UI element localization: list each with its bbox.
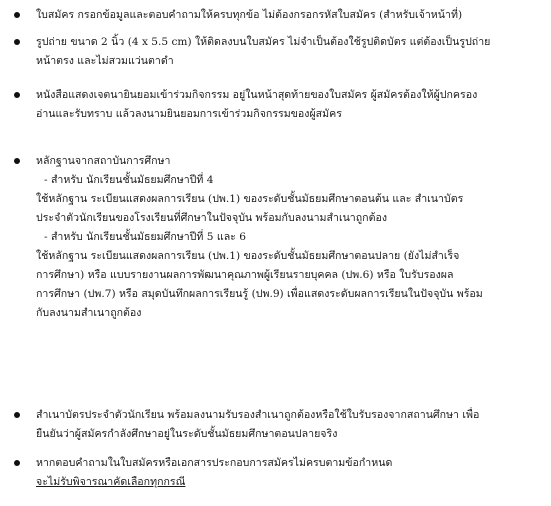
- sub-item-text: ใช้หลักฐาน ระเบียนแสดงผลการเรียน (ปพ.1) ของระดับชั้นมัธยมศึกษาตอนปลาย (ยังไม่สำเร็จ: [36, 250, 460, 262]
- bullet-icon: [14, 12, 20, 18]
- list-item-photo: [14, 33, 544, 71]
- warning-underlined-text: จะไม่รับพิจารณาคัดเลือกทุกกรณี: [36, 476, 186, 488]
- sub-item-label: - สำหรับ นักเรียนชั้นมัธยมศึกษาปีที่ 4: [44, 174, 214, 186]
- bullet-icon: [14, 158, 20, 164]
- sub-item-label: - สำหรับ นักเรียนชั้นมัธยมศึกษาปีที่ 5 และ 6: [44, 231, 246, 243]
- item-text: สำเนาบัตรประจำตัวนักเรียน พร้อมลงนามรับรองสำเนาถูกต้องหรือใช้ใบรับรองจากสถานศึกษา เพื่อ: [36, 409, 480, 421]
- bullet-icon: [14, 460, 20, 466]
- sub-item-text: ประจำตัวนักเรียนของโรงเรียนที่ศึกษาในปัจจุบัน พร้อมกับลงนามสำเนาถูกต้อง: [36, 212, 388, 224]
- item-text: ยืนยันว่าผู้สมัครกำลังศึกษาอยู่ในระดับชั้นมัธยมศึกษาตอนปลายจริง: [36, 428, 338, 440]
- item-text: หากตอบคำถามในใบสมัครหรือเอกสารประกอบการสมัครไม่ครบตามข้อกำหนด: [36, 457, 393, 469]
- item-text: หนังสือแสดงเจตนายินยอมเข้าร่วมกิจกรรม อยู่ในหน้าสุดท้ายของใบสมัคร ผู้สมัครต้องให้ผู้ปกครอง: [36, 89, 478, 101]
- bullet-icon: [14, 92, 20, 98]
- list-item-consent-letter: [14, 86, 544, 124]
- list-item-student-id-copy: [14, 406, 544, 444]
- item-text: รูปถ่าย ขนาด 2 นิ้ว (4 x 5.5 cm) ให้ติดลงบนใบสมัคร ไม่จำเป็นต้องใช้รูปติดบัตร แต่ต้องเป็นรูปถ่าย: [36, 36, 491, 48]
- item-heading: หลักฐานจากสถาบันการศึกษา: [36, 155, 171, 167]
- item-text: อ่านและรับทราบ แล้วลงนามยินยอมการเข้าร่วมกิจกรรมของผู้สมัคร: [36, 108, 342, 120]
- bullet-icon: [14, 39, 20, 45]
- item-text: หน้าตรง และไม่สวมแว่นตาดำ: [36, 55, 174, 67]
- list-item-incomplete-warning: [14, 454, 544, 492]
- item-text: ใบสมัคร กรอกข้อมูลและตอบคำถามให้ครบทุกข้อ ไม่ต้องกรอกรหัสใบสมัคร (สำหรับเจ้าหน้าที่): [36, 9, 463, 21]
- list-item-school-evidence: [14, 152, 544, 171]
- school-evidence-details: [36, 171, 548, 323]
- list-item-application-form: [14, 6, 544, 25]
- sub-item-text: กับลงนามสำเนาถูกต้อง: [36, 307, 142, 319]
- sub-item-text: ใช้หลักฐาน ระเบียนแสดงผลการเรียน (ปพ.1) ของระดับชั้นมัธยมศึกษาตอนต้น และ สำเนาบัตร: [36, 193, 464, 205]
- bullet-icon: [14, 412, 20, 418]
- sub-item-text: การศึกษา (ปพ.7) หรือ สมุดบันทึกผลการเรียนรู้ (ปพ.9) เพื่อแสดงระดับผลการเรียนในปัจจุบัน พร้อม: [36, 288, 483, 300]
- sub-item-text: การศึกษา) หรือ แบบรายงานผลการพัฒนาคุณภาพผู้เรียนรายบุคคล (ปพ.6) หรือ ใบรับรองผล: [36, 269, 454, 281]
